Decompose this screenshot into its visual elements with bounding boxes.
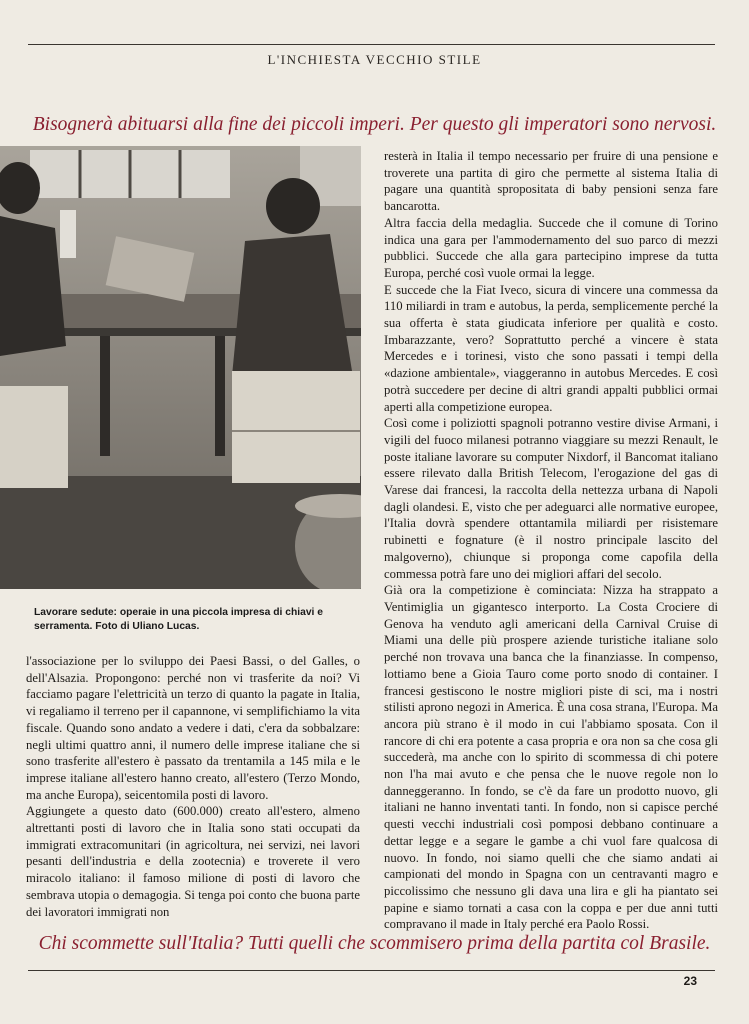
running-head: L'INCHIESTA VECCHIO STILE xyxy=(267,52,482,67)
paragraph: l'associazione per lo sviluppo dei Paesi Bassi, o del Galles, o dell'Alsazia. Propongono: perché non vi trasferite da noi? Vi facciamo pagare l'elettricità un terzo di quanto la pagate in Italia, vi regaliamo il terreno per il capannone, vi semplifichiamo la vita fiscale. Quando sono andato a vedere i dati, c'era da sobbalzare: negli ultimi quattro anni, il numero delle imprese italiane che si sono trasferite all'estero è passato da trentamila a 145 mila e le imprese italiane all'estero hanno creato, all'estero (Terzo Mondo, ma anche Europa), seicentomila posti di lavoro. xyxy=(26,654,360,802)
top-rule xyxy=(28,44,715,45)
paragraph: E succede che la Fiat Iveco, sicura di vincere una commessa da 110 miliardi in tram e autobus, la perda, semplicemente perché la sua offerta è stata giudicata inferiore per qualità e costo. Imbarazzante, vero? Soprattutto perché a vincere è stata Mercedes e i torinesi, visto che sono passati i tempi della «dazione ambientale», viaggeranno in autobus Mercedes. E così potrà succedere per decine di altri grandi appalti pubblici ormai aperti alla competizione europea. xyxy=(384,282,718,414)
right-column xyxy=(384,148,718,933)
paragraph: Aggiungete a questo dato (600.000) creato all'estero, almeno altrettanti posti di lavoro che in Italia sono stati occupati da immigrati extracomunitari (in agricoltura, nei servizi, nei lavori pesanti dell'industria e della zootecnia) e troverete il vero miracolo italiano: il famoso milione di posti di lavoro che sembrava utopia o demagogia. Si tenga poi conto che buona parte dei lavoratori immigrati non xyxy=(26,804,360,919)
page-number: 23 xyxy=(683,974,697,988)
paragraph: Così come i poliziotti spagnoli potranno vestire divise Armani, i vigili del fuoco milanesi potranno viaggiare su mezzi Renault, le poste italiane lavorare su computer Nixdorf, il Bancomat italiano essere rilevato dalla British Telecom, l'erogazione del gas di Varese dai francesi, la raccolta della nettezza urbana di Napoli dagli olandesi. E, visto che per adeguarci alle normative europee, l'Italia dovrà spendere ottantamila miliardi per risistemare rubinetti e fognature (è il nostro principale lascito del malgoverno), chiunque si proponga come capofila della commessa potrà fare uno dei migliori affari del secolo. xyxy=(384,416,718,581)
photo-caption: Lavorare sedute: operaie in una piccola impresa di chiavi e serramenta. Foto di Uliano Lucas. xyxy=(34,607,323,632)
paragraph: Già ora la competizione è cominciata: Nizza ha strappato a Ventimiglia un gigantesco interporto. La Costa Crociere di Genova ha venduto agli americani della Carnival Cruise di Miami una delle più prospere aziende turistiche italiane solo perché non trovava una banca che la finanziasse. In compenso, lottiamo bene a Gioia Tauro come porto snodo di container. I francesi gestiscono le nostre migliori piste di sci, ma i nostri stilisti aprono negozi in America. È una cosa strana, l'Europa. Ma ancora più strano è il modo in cui l'abbiamo sposata. Con il rancore di chi era potente a casa propria e ora non sa che cosa gli succederà, ma anche con lo spirito di scommessa di chi potere non l'ha mai avuto e che pensa che le nuove regole non lo danneggeranno. In fondo, se c'è da fare un prodotto nuovo, gli italiani ne hanno inventati tanti. In fondo, non si capisce perché questi vecchi industriali così pomposi debbano continuare a dettar legge e a segare le gambe a chi vuol fare qualcosa di nuovo. In fondo, noi siamo quelli che che siamo andati ai campionati del mondo in Spagna con un centravanti magro e piccolissimo che nessuno gli dava una lira e gli ha piantato sei papine e siamo tornati a casa con la coppa e per due anni tutti compravano il made in Italy perché era Paolo Rossi. xyxy=(384,583,718,932)
left-column xyxy=(26,653,360,920)
pull-quote-bottom: Chi scommette sull'Italia? Tutti quelli che scommisero prima della partita col Brasile. xyxy=(38,933,711,954)
paragraph: resterà in Italia il tempo necessario per fruire di una pensione e troverete una partita di giro che permette al sistema Italia di pagare una quantità spropositata di baby pensioni senza fare bancarotta. xyxy=(384,149,718,214)
pull-quote-top: Bisognerà abituarsi alla fine dei piccoli imperi. Per questo gli imperatori sono nervosi. xyxy=(32,114,717,135)
bottom-rule xyxy=(28,970,715,971)
paragraph: Altra faccia della medaglia. Succede che il comune di Torino indica una gara per l'ammodernamento del suo parco di mezzi pubblici. Succede che alla gara partecipino imprese da tutta Europa, perché così vuole ormai la legge. xyxy=(384,215,718,280)
workshop-photo xyxy=(0,146,361,589)
photo-illustration xyxy=(0,146,361,589)
